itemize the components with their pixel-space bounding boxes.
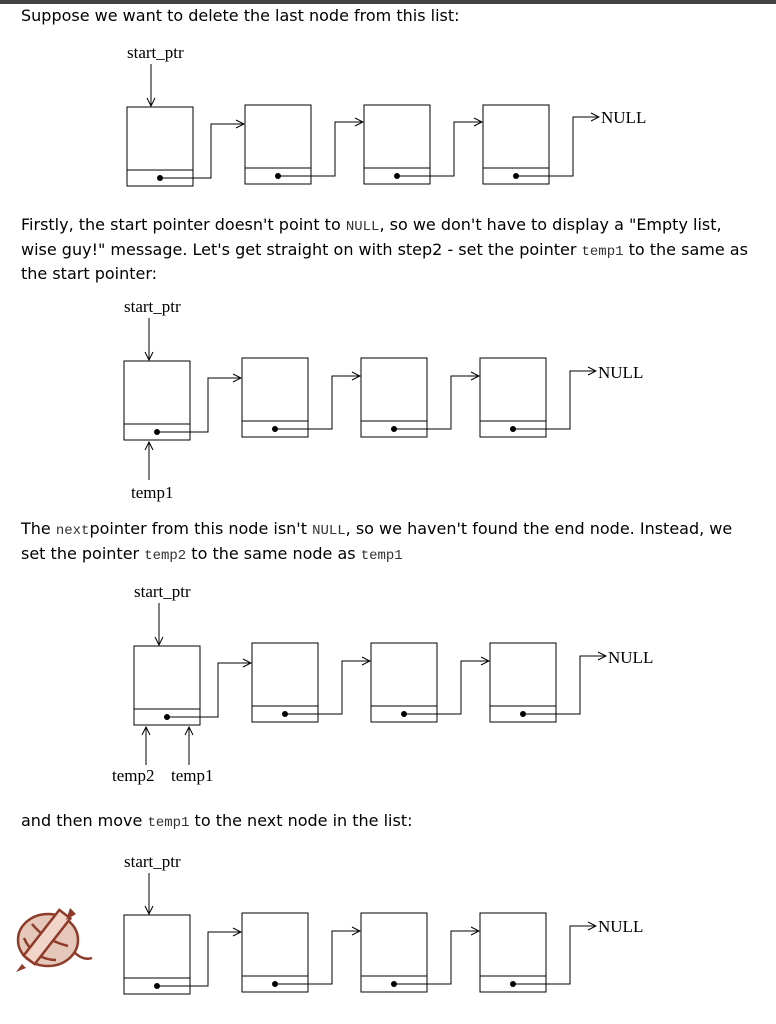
- node-3: [371, 643, 489, 722]
- step2-text-b: , so we don't have to display a "Empty list, wise guy!" message. Let's get straight on with step2 - set the pointer: [21, 215, 722, 259]
- node-4: [490, 643, 606, 722]
- code-temp1: temp1: [581, 243, 624, 260]
- code-null: NULL: [345, 219, 380, 235]
- temp2-label: temp2: [112, 766, 155, 785]
- start-ptr-label: start_ptr: [124, 297, 181, 316]
- p4-text-b: to the next node in the list:: [189, 811, 413, 830]
- node-3: [361, 913, 479, 992]
- node-2: [252, 643, 370, 722]
- step2-text-a: Firstly, the start pointer doesn't point to: [21, 215, 346, 234]
- code-temp1: temp1: [147, 815, 190, 831]
- node-4: [480, 913, 596, 992]
- node-1: [124, 915, 241, 994]
- start-ptr-label: start_ptr: [134, 582, 191, 601]
- p3-text-a: The: [21, 519, 56, 538]
- node-2: [242, 358, 360, 437]
- move-temp1-paragraph: [21, 810, 756, 835]
- node-3: [364, 105, 482, 184]
- node-4: [483, 105, 599, 184]
- step2-paragraph: [21, 214, 756, 285]
- start-ptr-label: start_ptr: [127, 43, 184, 62]
- null-label: NULL: [608, 648, 654, 667]
- code-null: NULL: [312, 523, 346, 539]
- edit-pencil-icon[interactable]: [16, 908, 92, 972]
- p3-text-b: pointer from this node isn't: [89, 519, 313, 538]
- node-1: [127, 107, 244, 186]
- p3-text-d: to the same node as: [186, 543, 361, 563]
- node-1: [124, 361, 241, 440]
- node-3: [361, 358, 479, 437]
- intro-paragraph: [21, 5, 756, 27]
- code-temp2: temp2: [144, 547, 187, 564]
- null-label: NULL: [598, 363, 644, 382]
- node-1: [134, 646, 251, 725]
- top-border: [0, 0, 776, 4]
- p4-text-a: and then move: [21, 811, 148, 830]
- null-label: NULL: [601, 108, 647, 127]
- node-4: [480, 358, 596, 437]
- linked-list-diagram-4: [0, 845, 776, 1024]
- p3-text-c: , so we haven't found the end node. Instead, we set the pointer: [21, 519, 733, 563]
- null-label: NULL: [598, 917, 644, 936]
- node-2: [242, 913, 360, 992]
- start-ptr-label: start_ptr: [124, 852, 181, 871]
- linked-list-diagram-3: [0, 575, 776, 795]
- temp1-label: temp1: [171, 766, 214, 785]
- temp1-label: temp1: [131, 483, 174, 502]
- step2-text-c: to the same as the start pointer:: [21, 239, 748, 283]
- node-2: [245, 105, 363, 184]
- linked-list-diagram-1: [0, 36, 776, 196]
- temp2-paragraph: [21, 518, 756, 567]
- code-temp1: temp1: [360, 547, 403, 564]
- linked-list-diagram-2: [0, 290, 776, 510]
- code-next: next: [55, 523, 90, 539]
- intro-text: Suppose we want to delete the last node from this list:: [21, 6, 460, 25]
